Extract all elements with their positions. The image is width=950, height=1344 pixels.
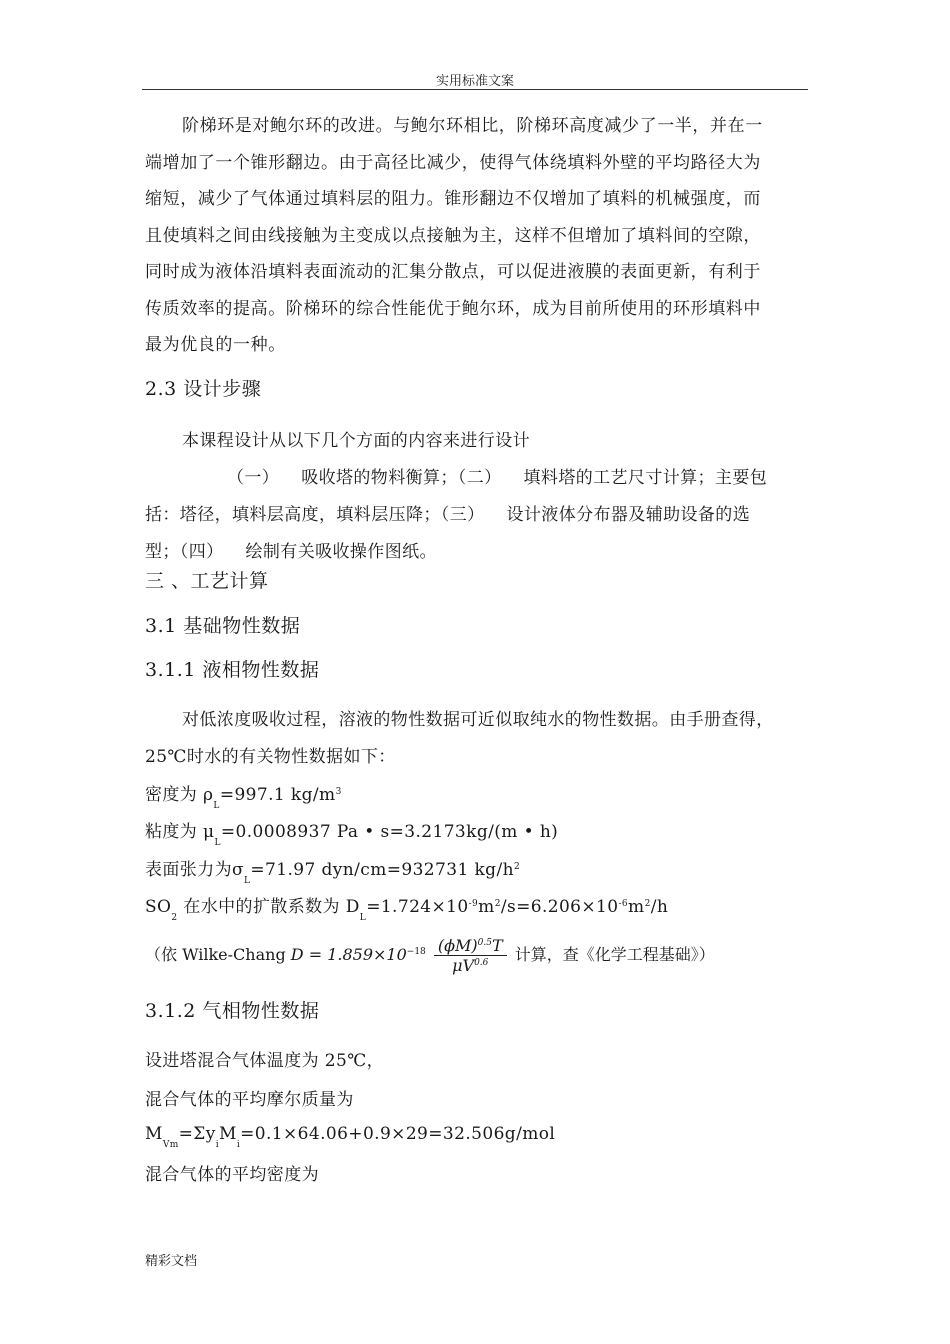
viscosity-sub: L <box>214 838 221 848</box>
formula-denominator <box>434 956 507 975</box>
paragraph-line: 传质效率的提高。阶梯环的综合性能优于鲍尔环，成为目前所使用的环形填料中 <box>145 298 761 319</box>
denominator-term: μV <box>452 956 475 975</box>
paragraph-line: 端增加了一个锥形翻边。由于高径比减少，使得气体绕填料外壁的平均路径大为 <box>145 152 761 173</box>
formula-exp: −18 <box>406 947 426 957</box>
design-step-text: 填料塔的工艺尺寸计算；主要包 <box>523 468 768 488</box>
paragraph-line: 缩短，减少了气体通过填料层的阻力。锥形翻边不仅增加了填料的机械强度，而 <box>145 189 761 209</box>
page-footer: 精彩文档 <box>145 1254 198 1269</box>
molar-M: M <box>145 1124 163 1144</box>
design-step-line-1 <box>227 463 767 488</box>
denominator-exp: 0.6 <box>474 958 489 968</box>
design-step-text: 绘制有关吸收操作图纸。 <box>245 542 437 562</box>
density-symbol: ρ <box>203 785 214 805</box>
section-heading-3-1-2: 3.1.2 气相物性数据 <box>145 1000 320 1022</box>
numerator-term: (ϕM) <box>437 936 478 955</box>
molar-sub-i: i <box>215 1140 220 1150</box>
molar-rest: =0.1×64.06+0.9×29=32.506g/mol <box>240 1124 556 1144</box>
diffusion-value: /s=6.206×10 <box>500 897 619 917</box>
design-step-line-3 <box>145 537 437 562</box>
density-value: =997.1 kg/m <box>219 785 336 805</box>
so2-label: SO <box>145 897 172 917</box>
design-step-text: 吸收塔的物料衡算；（二） <box>301 468 502 488</box>
diffusion-exp: 2 <box>644 899 651 909</box>
section-heading-3: 三 、工艺计算 <box>145 570 269 592</box>
viscosity-symbol: μ <box>203 822 215 842</box>
diffusion-line <box>145 892 669 923</box>
viscosity-label: 粘度为 <box>145 822 198 842</box>
gas-temp-line: 设进塔混合气体温度为 25℃， <box>145 1051 385 1071</box>
diffusion-exp: 2 <box>494 899 501 909</box>
design-step-line-2 <box>145 500 750 525</box>
tension-label: 表面张力为 <box>145 860 232 880</box>
header-rule <box>142 89 808 90</box>
density-sup: 3 <box>335 787 342 797</box>
gas-molar-line <box>145 1124 556 1150</box>
gas-molar-label: 混合气体的平均摩尔质量为 <box>145 1090 354 1110</box>
tension-sub: L <box>244 876 251 886</box>
paragraph-line: 最为优良的一种。 <box>145 335 286 355</box>
section-heading-3-1: 3.1 基础物性数据 <box>145 615 301 637</box>
paragraph-line: 阶梯环是对鲍尔环的改进。与鲍尔环相比，阶梯环高度减少了一半，并在一 <box>182 116 763 136</box>
diffusion-value: /h <box>650 897 669 917</box>
tension-symbol: σ <box>232 860 245 880</box>
diffusion-sub: L <box>359 913 367 923</box>
section-heading-3-1-1: 3.1.1 液相物性数据 <box>145 659 320 681</box>
viscosity-value: =0.0008937 Pa • s=3.2173kg/(m • h) <box>220 822 559 842</box>
diffusion-exp: -6 <box>618 899 629 909</box>
wilke-chang-formula <box>145 936 715 975</box>
surface-tension-line <box>145 855 521 886</box>
section-heading-2-3: 2.3 设计步骤 <box>145 378 262 400</box>
tension-sup: 2 <box>513 862 521 872</box>
design-step-text: 型；（四） <box>145 542 224 562</box>
page-header: 实用标准文案 <box>435 74 514 89</box>
design-intro: 本课程设计从以下几个方面的内容来进行设计 <box>182 431 530 451</box>
paragraph-stepped-ring <box>145 108 808 364</box>
design-step-text: 设计液体分布器及辅助设备的选 <box>506 505 751 525</box>
molar-sub: Vm <box>162 1140 179 1150</box>
formula-prefix: （依 Wilke-Chang <box>145 945 286 964</box>
formula-lhs: D = 1.859×10 <box>290 945 407 964</box>
design-step-text: （一） <box>227 468 280 488</box>
viscosity-line <box>145 817 559 848</box>
density-line <box>145 780 342 811</box>
liquid-intro-line-2: 25℃时水的有关物性数据如下： <box>145 747 396 767</box>
numerator-t: T <box>491 936 503 955</box>
design-step-text: 括：塔径，填料层高度，填料层压降；（三） <box>145 505 485 525</box>
diffusion-label: 在水中的扩散系数为 <box>183 897 340 917</box>
tension-value: =71.97 dyn/cm=932731 kg/h <box>250 860 514 880</box>
paragraph-line: 同时成为液体沿填料表面流动的汇集分散点，可以促进液膜的表面更新，有利于 <box>145 262 761 282</box>
molar-M2: M <box>219 1124 237 1144</box>
gas-density-label: 混合气体的平均密度为 <box>145 1165 319 1185</box>
so2-sub: 2 <box>171 913 178 923</box>
diffusion-exp: -9 <box>468 899 479 909</box>
molar-eq: =Σy <box>178 1124 216 1144</box>
formula-suffix: 计算，查《化学工程基础》） <box>514 945 715 964</box>
liquid-intro-line-1: 对低浓度吸收过程，溶液的物性数据可近似取纯水的物性数据。由手册查得， <box>182 710 774 730</box>
diffusion-symbol: D <box>345 897 360 917</box>
formula-numerator <box>434 936 507 956</box>
molar-sub-i2: i <box>236 1140 241 1150</box>
diffusion-value: m <box>478 897 495 917</box>
density-label: 密度为 <box>145 785 198 805</box>
density-sub: L <box>213 801 220 811</box>
diffusion-value: m <box>628 897 645 917</box>
diffusion-value: =1.724×10 <box>366 897 469 917</box>
paragraph-line: 且使填料之间由线接触为主变成以点接触为主，这样不但增加了填料间的空隙， <box>145 225 761 246</box>
numerator-exp: 0.5 <box>477 938 492 948</box>
formula-fraction <box>434 936 507 975</box>
